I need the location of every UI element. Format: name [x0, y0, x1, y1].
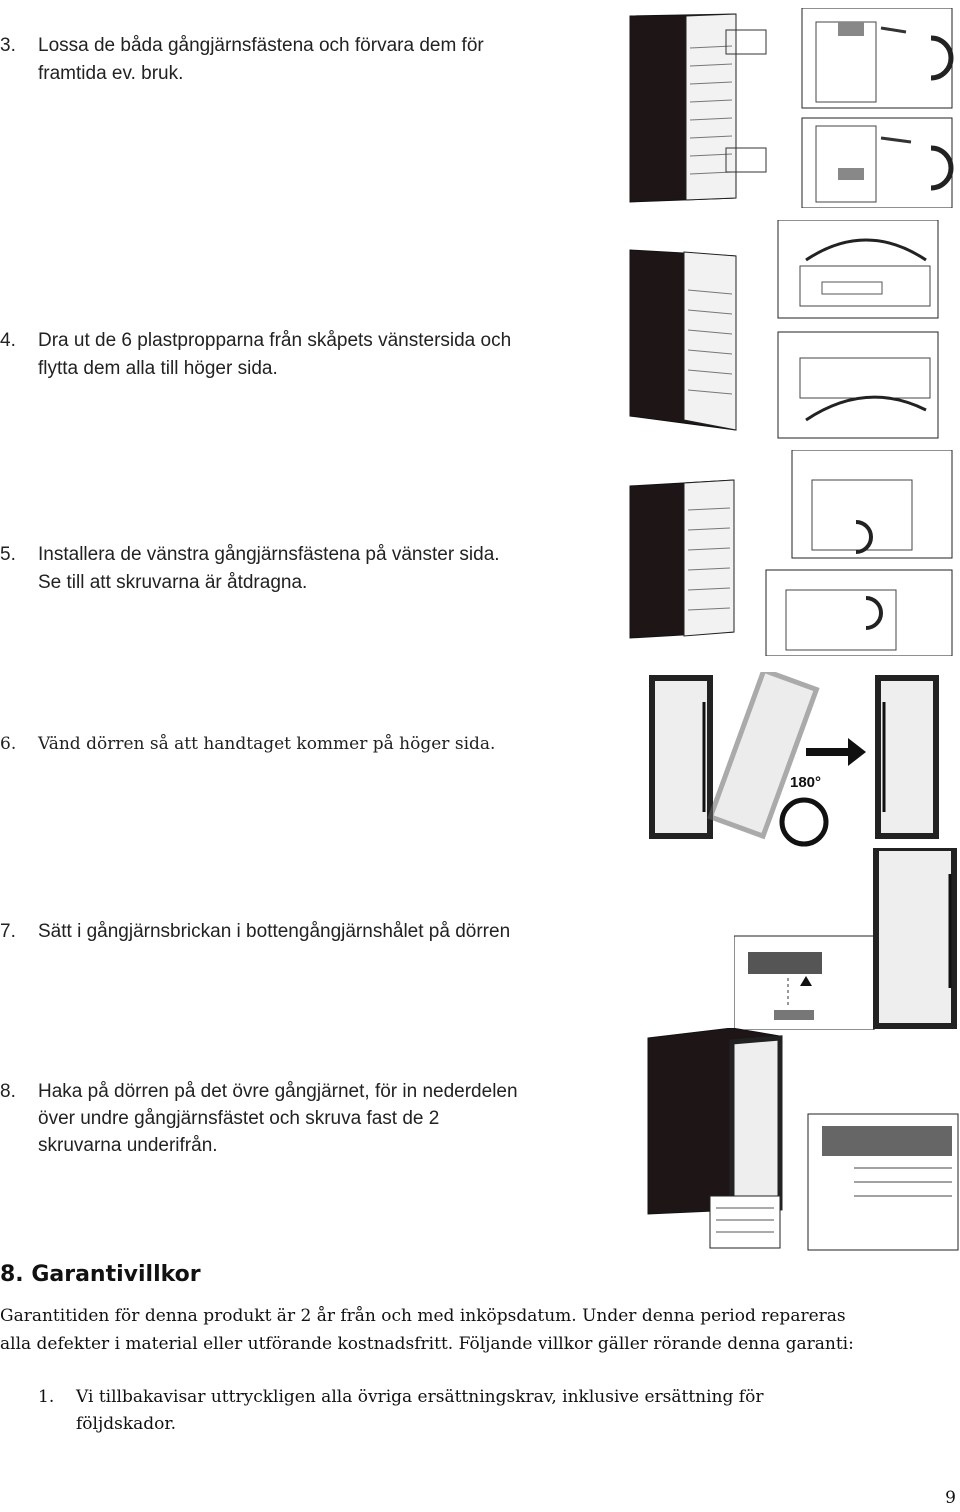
step-number: 3. — [0, 35, 16, 56]
step-text: framtida ev. bruk. — [38, 63, 184, 84]
step-number: 7. — [0, 921, 16, 942]
step-number: 4. — [0, 330, 16, 351]
figure-step-6 — [646, 672, 956, 848]
list-number: 1. — [38, 1387, 55, 1407]
step-text: skruvarna underifrån. — [38, 1135, 218, 1156]
step-text: Sätt i gångjärnsbrickan i bottengångjärnshålet på dörren — [38, 921, 511, 942]
paragraph-line: alla defekter i material eller utförande kostnadsfritt. Följande villkor gäller rörande denna garanti: — [0, 1334, 854, 1354]
rotation-label: 180° — [790, 774, 822, 791]
paragraph-line: Garantitiden för denna produkt är 2 år från och med inköpsdatum. Under denna period repareras — [0, 1306, 846, 1326]
section-heading: 8. Garantivillkor — [0, 1262, 201, 1287]
step-text: Lossa de båda gångjärnsfästena och förvara dem för — [38, 35, 484, 56]
page-number: 9 — [945, 1488, 956, 1508]
step-text: flytta dem alla till höger sida. — [38, 358, 278, 379]
step-text: Installera de vänstra gångjärnsfästena på vänster sida. — [38, 544, 500, 565]
warranty-paragraph — [0, 1302, 960, 1358]
step-text: över undre gångjärnsfästet och skruva fast de 2 — [38, 1108, 440, 1129]
step-number: 8. — [0, 1081, 16, 1102]
figure-step-4 — [626, 220, 956, 440]
figure-step-8 — [644, 1028, 960, 1254]
step-text: Dra ut de 6 plastpropparna från skåpets vänstersida och — [38, 330, 512, 351]
list-item: Vi tillbakavisar uttryckligen alla övriga ersättningskrav, inklusive ersättning för — [76, 1387, 764, 1407]
step-text: Se till att skruvarna är åtdragna. — [38, 572, 308, 593]
step-number: 6. — [0, 734, 17, 754]
step-text: Haka på dörren på det övre gångjärnet, för in nederdelen — [38, 1081, 518, 1102]
step-text: Vänd dörren så att handtaget kommer på höger sida. — [38, 734, 496, 754]
step-number: 5. — [0, 544, 16, 565]
figure-step-5 — [626, 450, 956, 656]
figure-step-7 — [734, 848, 960, 1030]
figure-step-3 — [626, 8, 956, 208]
list-item: följdskador. — [76, 1414, 177, 1434]
